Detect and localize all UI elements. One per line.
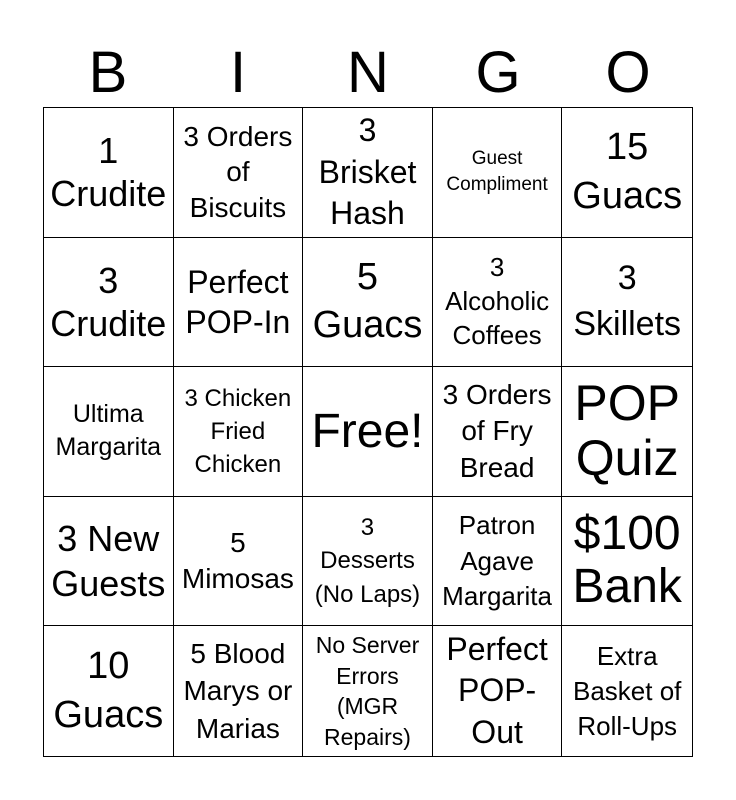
bingo-cell-line: (MGR [336,693,399,720]
bingo-cell-line: 3 [358,111,377,148]
bingo-cell-text [446,629,547,754]
bingo-cell-line: (No Laps) [314,580,421,608]
bingo-cell-text [311,403,423,461]
bingo-cell-line: Agave [460,545,534,576]
bingo-cell[interactable] [562,367,692,497]
bingo-cell-text [573,256,681,348]
bingo-cell[interactable] [44,626,174,756]
bingo-cell-line: Marys or [183,675,293,707]
bingo-cell[interactable] [303,238,433,368]
bingo-cell-line: Guacs [53,694,164,737]
header-letter-n: N [347,40,389,105]
bingo-cell-line: Skillets [573,304,682,343]
bingo-cell-line: POP-In [185,303,291,340]
bingo-cell-line: of [226,156,250,188]
bingo-cell-line: Roll-Ups [577,710,678,741]
bingo-cell-line: 1 [98,130,119,172]
bingo-cell-line: No Server [315,632,420,659]
bingo-cell-text [183,635,292,748]
bingo-cell[interactable] [303,108,433,238]
bingo-cell-line: Biscuits [189,192,287,224]
bingo-cell-line: 3 Orders [183,120,293,152]
bingo-cell-line: Margarita [55,433,162,462]
bingo-cell-text [315,511,420,612]
bingo-cell-line: of Fry [461,415,533,447]
bingo-cell[interactable] [303,626,433,756]
bingo-cell-text [572,508,681,614]
bingo-cell-line: Marias [195,713,280,745]
bingo-cell-line: 10 [87,644,130,687]
bingo-cell-text [443,377,552,486]
bingo-cell-line: Guests [51,563,166,605]
bingo-cell[interactable] [562,497,692,627]
bingo-cell[interactable] [433,108,563,238]
bingo-cell-line: Bank [572,560,682,614]
bingo-cell-line: Bread [459,451,535,483]
header-letter-o: O [605,40,651,105]
bingo-cell[interactable] [433,367,563,497]
bingo-cell-text [53,642,163,741]
bingo-card-grid [43,107,693,757]
bingo-cell-text [185,382,292,481]
bingo-cell-line: Guacs [572,175,683,218]
bingo-cell-text [446,146,547,199]
bingo-cell-text [445,251,549,352]
bingo-cell-line: 15 [606,125,649,168]
bingo-cell-line: Desserts [320,547,415,575]
bingo-cell-line: Chicken [194,451,282,479]
bingo-cell-text [182,525,294,598]
bingo-cell[interactable] [433,238,563,368]
bingo-cell-line: 3 [617,259,637,297]
bingo-cell-line: 3 [98,259,119,301]
bingo-cell[interactable] [174,367,304,497]
bingo-cell[interactable] [562,238,692,368]
bingo-cell-line: Alcoholic [445,285,550,316]
bingo-cell-text [442,508,552,613]
bingo-cell-line: Out [471,713,523,750]
bingo-cell[interactable] [303,367,433,497]
bingo-cell-line: Guest [471,147,523,169]
bingo-cell[interactable] [174,108,304,238]
bingo-cell-line: Basket of [572,675,682,706]
bingo-cell[interactable] [44,238,174,368]
bingo-cell-line: Fried [210,417,266,445]
bingo-cell[interactable] [44,367,174,497]
bingo-cell-line: Perfect [446,630,548,667]
bingo-cell-line: 3 Orders [442,378,552,410]
bingo-cell-line: Free! [311,404,424,458]
bingo-cell-line: 3 [360,513,375,541]
bingo-cell[interactable] [433,626,563,756]
bingo-cell-text [574,376,680,486]
bingo-cell[interactable] [562,108,692,238]
bingo-cell-text [319,110,417,235]
bingo-cell[interactable] [433,497,563,627]
bingo-cell-text [185,262,290,342]
bingo-cell-text [50,129,166,215]
bingo-cell[interactable] [303,497,433,627]
bingo-cell-line: 3 Chicken [184,384,292,412]
header-letter-i: I [229,40,247,105]
bingo-cell-text [50,259,166,345]
bingo-cell-line: Coffees [452,319,542,350]
bingo-cell-line: Crudite [50,302,167,344]
bingo-cell-line: Hash [330,195,405,232]
bingo-cell-line: Margarita [442,580,552,611]
bingo-cell-line: Repairs) [324,723,411,750]
bingo-cell-line: Crudite [50,173,167,215]
bingo-cell[interactable] [174,238,304,368]
bingo-cell-line: Perfect [187,263,289,300]
bingo-cell-line: 3 New [57,518,160,560]
bingo-cell-text [183,119,292,226]
bingo-cell-line: Ultima [72,399,144,428]
bingo-cell-line: POP [574,375,680,432]
bingo-cell-line: POP- [457,672,537,709]
bingo-cell[interactable] [174,497,304,627]
bingo-cell-line: Mimosas [181,563,294,595]
bingo-cell-text [572,123,682,222]
bingo-cell-line: 5 Blood [190,637,286,669]
header-letter-g: G [475,40,521,105]
bingo-cell-line: $100 [573,507,681,561]
bingo-cell-text [313,254,423,349]
bingo-cell-line: Compliment [446,174,548,196]
bingo-cell-line: Quiz [575,430,679,487]
bingo-cell-line: 5 [356,256,379,299]
bingo-cell-text [573,639,681,744]
bingo-cell[interactable] [562,626,692,756]
bingo-cell-text [51,516,165,606]
bingo-cell-line: 3 [489,252,505,283]
bingo-cell[interactable] [174,626,304,756]
bingo-cell-text [56,398,162,466]
bingo-cell-line: Patron [458,510,536,541]
bingo-cell-text [316,630,420,751]
header-letter-b: B [88,40,128,105]
bingo-cell-line: Extra [596,640,658,671]
bingo-cell-line: Guacs [312,303,423,346]
bingo-cell-line: Brisket [318,153,417,190]
bingo-header [43,40,693,106]
bingo-cell-line: Errors [336,662,399,689]
bingo-cell-line: 5 [230,526,246,558]
bingo-cell[interactable] [44,497,174,627]
bingo-cell[interactable] [44,108,174,238]
